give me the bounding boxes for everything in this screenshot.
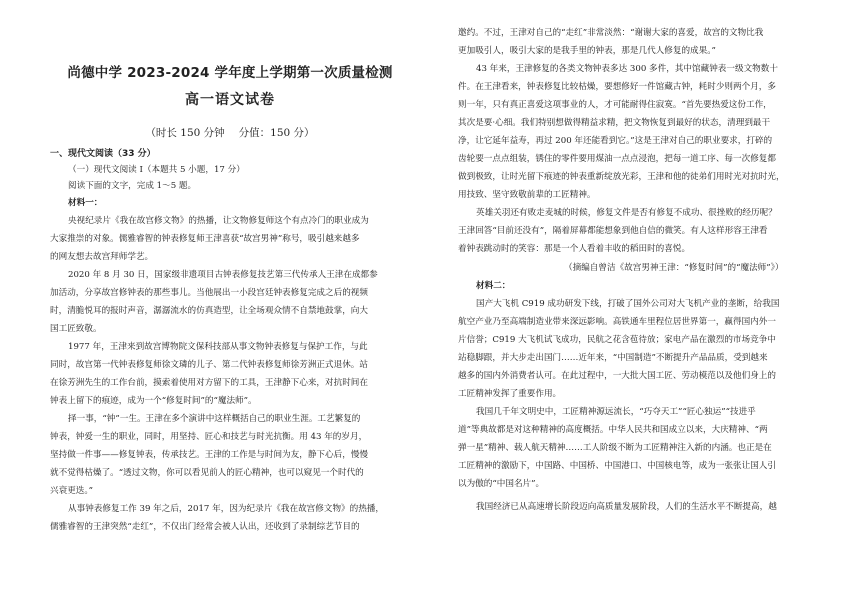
text-line: 工匠精神的激励下，中国路、中国桥、中国港口、中国核电等，成为一张张让国人引 — [458, 461, 776, 471]
text-line: 兴衰更迭。” — [50, 486, 94, 496]
text-line: 钟表上留下的痕迹，成为一个“修复时间”的“魔法师”。 — [50, 396, 257, 406]
text-line: 站稳脚跟，并大步走出国门……近年来，“中国制造”不断提升产品品质，受到越来 — [458, 353, 768, 363]
text-line: 邀约。不过，王津对自己的“走红”非常淡然：“谢谢大家的喜爱，故宫的文物比我 — [458, 28, 764, 38]
text-line: 道”等典故都是对这种精神的高度概括。中华人民共和国成立以来，大庆精神、“两 — [458, 425, 768, 435]
text-line: 2020 年 8 月 30 日，国家级非遗项目古钟表修复技艺第三代传承人王津在成都参 — [68, 270, 378, 280]
section-heading: 一、现代文阅读（33 分） — [50, 149, 156, 159]
text-line: 大家推崇的对象。儒雅睿智的钟表修复师王津喜获“故宫男神”称号，吸引越来越多 — [50, 234, 360, 244]
text-line: 我国经济已从高速增长阶段迈向高质量发展阶段，人们的生活水平不断提高，越 — [476, 502, 777, 512]
text-line: 英雄关羽还有败走麦城的时候，修复文件是否有修复不成功、很挫败的经历呢？ — [476, 208, 777, 218]
exam-duration: （时长 150 分钟 — [145, 127, 225, 139]
text-line: 齿轮要一点点组装，锈住的零件要用煤油一点点浸泡，把每一道工序、每一次修复都 — [458, 154, 776, 164]
text-line: 更加吸引人，吸引大家的是我手里的钟表，那是几代人修复的成果。” — [458, 46, 716, 56]
text-line: 加活动，分享故宫修钟表的那些事儿。当他展出一小段宫廷钟表修复完成之后的视频 — [50, 288, 368, 298]
text-line: 43 年来，王津修复的各类文物钟表多达 300 多件，其中馆藏钟表一级文物数十 — [476, 64, 778, 74]
material-two-label: 材料二： — [476, 281, 511, 291]
source-citation: （摘编自曾洁《故宫男神王津：“修复时间”的“魔法师”》） — [564, 263, 784, 273]
text-line: 以为傲的“中国名片”。 — [458, 479, 545, 489]
text-line: 越多的国内外消费者认可。在此过程中，一大批大国工匠、劳动模范以及他们身上的 — [458, 371, 776, 381]
exam-meta — [50, 125, 410, 140]
text-line: 着钟表跳动时的笑容：那是一个人看着丰收的稻田时的喜悦。 — [458, 244, 691, 254]
exam-title: 尚德中学 2023-2024 学年度上学期第一次质量检测 — [67, 65, 393, 81]
instruction-text: 阅读下面的文字，完成 1～5 题。 — [68, 181, 197, 191]
text-line: 央视纪录片《我在故宫修文物》的热播，让文物修复师这个有点冷门的职业成为 — [68, 216, 369, 226]
text-line: 净，让它延年益寿，再过 200 年还能看到它。”这是王津对自己的职业要求，打碎的 — [458, 136, 773, 146]
exam-subtitle: 高一语文试卷 — [185, 92, 275, 108]
exam-score: 分值：150 分） — [238, 127, 315, 139]
text-line: 做到极致，让时光留下痕迹的钟表重新绽放光彩，王津和他的徒弟们用时光对抗时光， — [458, 172, 785, 182]
text-line: 同时，故宫第一代钟表修复师徐文璘的儿子、第二代钟表修复师徐芳洲正式退休。站 — [50, 360, 368, 370]
text-line: 我国几千年文明史中，工匠精神源远流长，“巧夺天工”“匠心独运”“技进乎 — [476, 407, 756, 417]
text-line: 从事钟表修复工作 39 年之后，2017 年，因为纪录片《我在故宫修文物》的热播， — [68, 504, 385, 514]
text-line: 工匠精神发挥了重要作用。 — [458, 389, 562, 399]
subsection-heading: （一）现代文阅读 I（本题共 5 小题，17 分） — [68, 165, 245, 175]
text-line: 就不觉得枯燥了。“透过文物，你可以看见前人的匠心精神，也可以窥见一个时代的 — [50, 468, 364, 478]
text-line: 1977 年，王津来到故宫博物院文保科技部从事文物钟表修复与保护工作，与此 — [68, 342, 368, 352]
text-line: 国产大飞机 C919 成功研发下线，打破了国外公司对大飞机产业的垄断，给我国 — [476, 299, 780, 309]
text-line: 航空产业乃至高端制造业带来深远影响。高铁通车里程位居世界第一，赢得国内外一 — [458, 317, 776, 327]
text-line: 儒雅睿智的王津突然“走红”，不仅出门经常会被人认出，还收到了录制综艺节目的 — [50, 522, 360, 532]
text-line: 在徐芳洲先生的工作台前，摸索着使用对方留下的工具，王津静下心来，对抗时间在 — [50, 378, 368, 388]
text-line: 国工匠致敬。 — [50, 324, 102, 334]
text-line: 其次是要·心细。我们特别想做得精益求精，把文物恢复到最好的状态，清理到最干 — [458, 118, 771, 128]
text-line: 时，清脆悦耳的报时声音，潺潺流水的仿真造型，让全场观众情不自禁地鼓掌，向大 — [50, 306, 368, 316]
text-line: 弹一星”精神、载人航天精神……工人阶级不断为工匠精神注入新的内涵。也正是在 — [458, 443, 772, 453]
text-line: 片信誉；C919 大飞机试飞成功，民航之花含苞待放；家电产品在激烈的市场竞争中 — [458, 335, 776, 345]
text-line: 的网友想去故宫拜师学艺。 — [50, 252, 154, 262]
material-one-label: 材料一： — [68, 198, 103, 208]
text-line: 择一事，“钟”一生。王津在多个演讲中这样概括自己的职业生涯。工艺繁复的 — [68, 414, 361, 424]
text-line: 则一年，只有真正喜爱这项事业的人，才可能耐得住寂寞。“首先要热爱这份工作， — [458, 100, 772, 110]
text-line: 坚持做一件事——修复钟表，传承技艺。王津的工作是与时间为友，静下心后，慢慢 — [50, 450, 368, 460]
text-line: 件。在王津看来，钟表修复比较枯燥，要想修好一件馆藏古钟，耗时少则两个月，多 — [458, 82, 776, 92]
text-line: 王津回答“目前还没有”，隔着屏幕都能想象到他自信的微笑。有人这样形容王津看 — [458, 226, 768, 236]
text-line: 钟表，钟爱一生的职业，同时，用坚持、匠心和技艺与时光抗衡。用 43 年的岁月， — [50, 432, 368, 442]
text-line: 用技致、坚守致敬前辈的工匠精神。 — [458, 190, 596, 200]
